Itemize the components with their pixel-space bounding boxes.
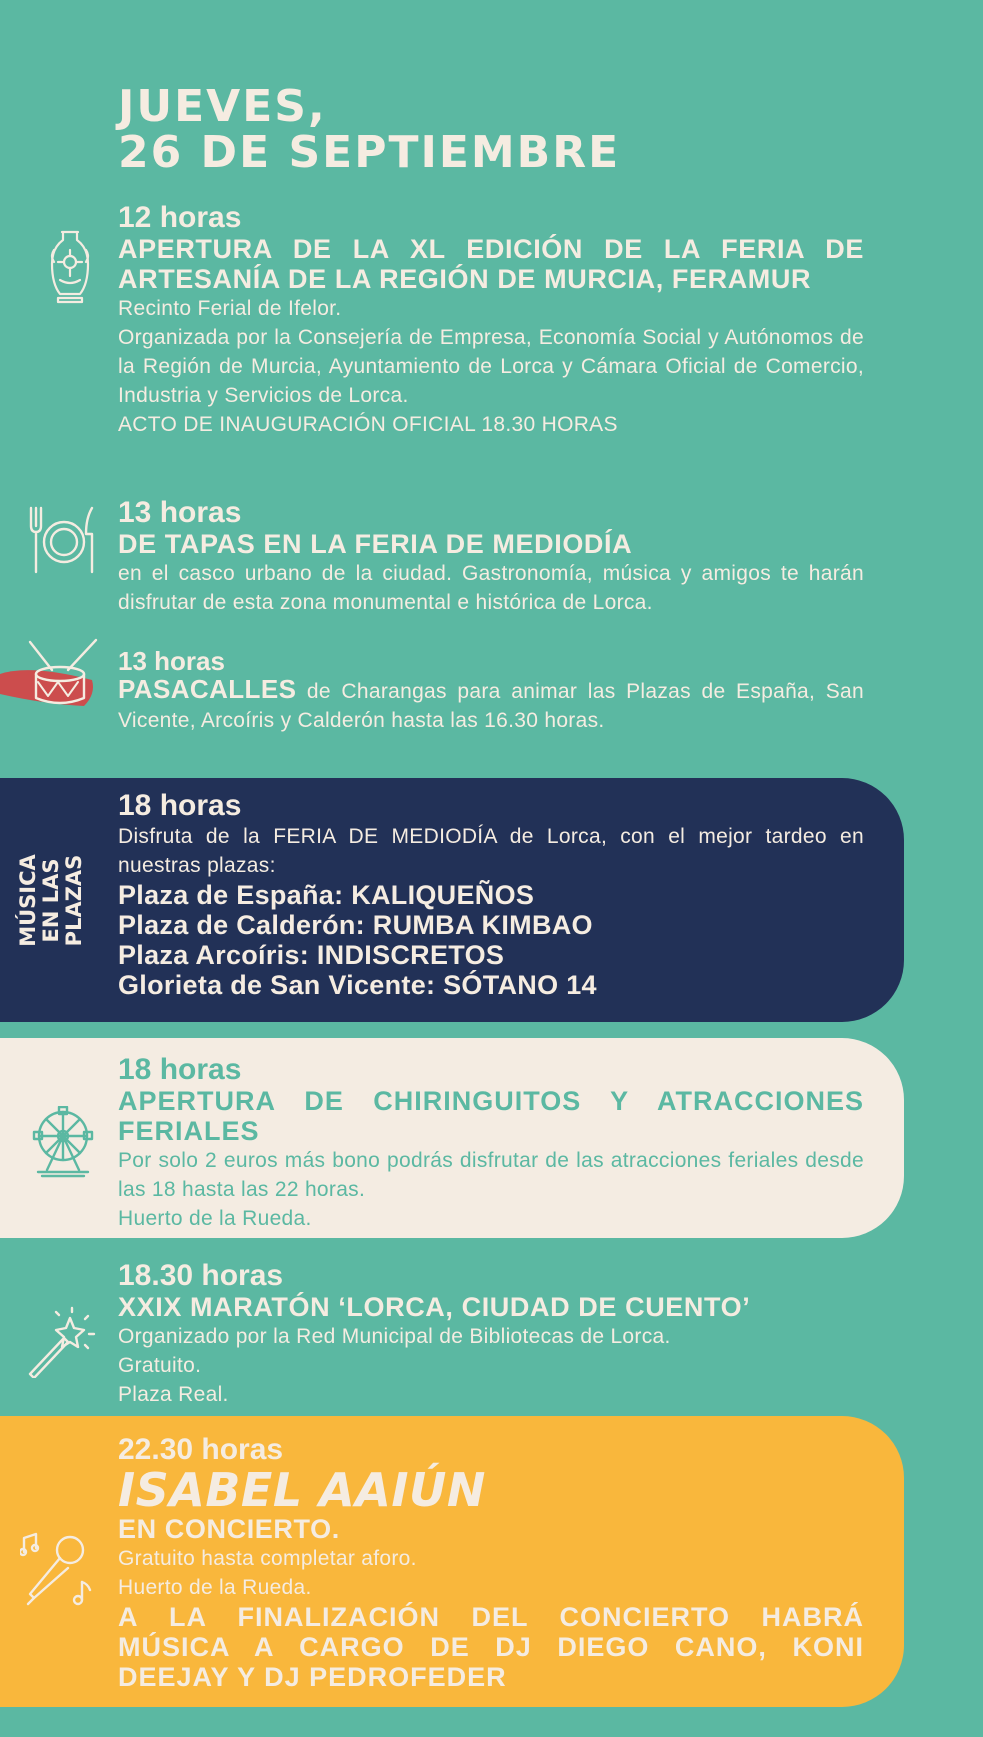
page-title [118,81,621,178]
event-time: 18 horas [118,1053,242,1086]
music-side-label [16,800,86,1000]
event-location: Huerto de la Rueda. [118,1576,312,1599]
day-title-line2: 26 DE SEPTIEMBRE [118,127,621,178]
music-lines [118,880,864,1000]
magic-wand-icon [26,1304,98,1378]
event-location: Recinto Ferial de Ifelor. [118,297,342,320]
event-description: en el casco urbano de la ciudad. Gastronomía, música y amigos te harán disfrutar de esta zona monumental e histórica de Lorca. [118,562,864,614]
event-time: 18 horas [118,789,242,822]
event-note: ACTO DE INAUGURACIÓN OFICIAL 18.30 HORAS [118,413,618,436]
event-closing: A LA FINALIZACIÓN DEL CONCIERTO HABRÁ MÚSICA A CARGO DE DJ DIEGO CANO, KONI DEEJAY Y DJ PEDROFEDER [118,1602,864,1692]
list-item: Plaza Arcoíris: INDISCRETOS [118,940,505,970]
event-time: 13 horas [118,496,242,529]
event-time: 13 horas [118,646,225,676]
event-price: Gratuito. [118,1354,202,1377]
event-pasacalles [118,647,864,735]
event-title: DE TAPAS EN LA FERIA DE MEDIODÍA [118,529,633,559]
event-concert [118,1434,864,1692]
event-location: Plaza Real. [118,1383,229,1406]
event-description: Por solo 2 euros más bono podrás disfrutar de las atracciones feriales desde las 18 hasta las 22 horas. [118,1149,864,1201]
event-title: XXIX MARATÓN ‘LORCA, CIUDAD DE CUENTO’ [118,1292,751,1322]
event-price: Gratuito hasta completar aforo. [118,1547,417,1570]
event-organizer: Organizada por la Consejería de Empresa, Economía Social y Autónomos de la Región de Murcia, Ayuntamiento de Lorca y Cámara Oficial de Comercio, Industria y Servicios de Lorca. [118,326,864,407]
event-maraton [118,1260,864,1409]
event-tapas [118,497,864,617]
event-time: 12 horas [118,201,242,234]
plate-cutlery-icon [26,504,98,576]
list-item: Glorieta de San Vicente: SÓTANO 14 [118,970,597,1000]
event-location: Huerto de la Rueda. [118,1207,312,1230]
event-description: Disfruta de la FERIA DE MEDIODÍA de Lorca, con el mejor tardeo en nuestras plazas: [118,825,864,877]
event-subtitle: EN CONCIERTO. [118,1514,340,1544]
event-feramur [118,202,864,439]
event-description [118,675,864,735]
ferris-wheel-icon [32,1106,94,1178]
event-description-text: de Charangas para animar las Plazas de España, San Vicente, Arcoíris y Calderón hasta las 16.30 horas. [118,680,864,732]
side-label-line2: PLAZAS [61,854,86,946]
event-time: 18.30 horas [118,1259,284,1292]
event-attractions [118,1054,864,1233]
event-title: APERTURA DE CHIRINGUITOS Y ATRACCIONES FERIALES [118,1086,864,1146]
event-title: APERTURA DE LA XL EDICIÓN DE LA FERIA DE ARTESANÍA DE LA REGIÓN DE MURCIA, FERAMUR [118,234,864,294]
event-artist: ISABEL AAIÚN [118,1463,486,1517]
music-side-label-text [17,854,86,947]
drum-icon [0,636,100,716]
side-label-line1: MÚSICA EN LAS [15,853,63,947]
event-title: PASACALLES [118,674,297,704]
day-title-line1: JUEVES, [118,81,327,132]
microphone-music-icon [20,1530,92,1606]
event-time: 22.30 horas [118,1433,284,1466]
event-music-plazas [118,790,864,1000]
vase-icon [48,228,92,304]
list-item: Plaza de España: KALIQUEÑOS [118,880,535,910]
event-organizer: Organizado por la Red Municipal de Bibliotecas de Lorca. [118,1325,671,1348]
list-item: Plaza de Calderón: RUMBA KIMBAO [118,910,593,940]
